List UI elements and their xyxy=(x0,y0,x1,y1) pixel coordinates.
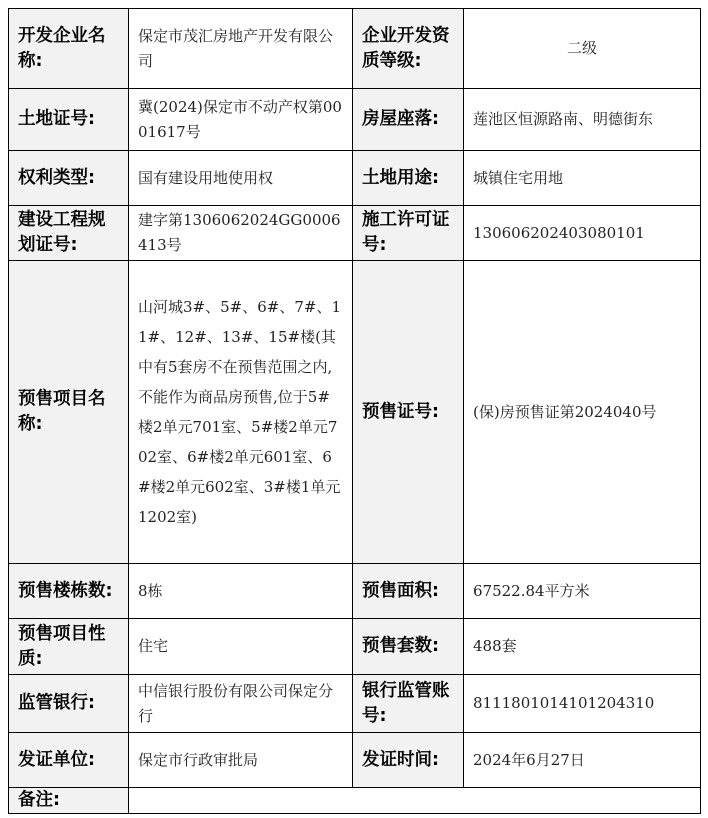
units-value: 488套 xyxy=(464,619,701,675)
presale-cert-label: 预售证号: xyxy=(353,261,464,564)
land-cert-label: 土地证号: xyxy=(9,89,129,151)
table-row xyxy=(9,261,701,564)
qualification-label: 企业开发资质等级: xyxy=(353,9,464,89)
construction-permit-value: 130606202403080101 xyxy=(464,206,701,261)
table-row xyxy=(9,151,701,206)
right-type-label: 权利类型: xyxy=(9,151,129,206)
right-type-value: 国有建设用地使用权 xyxy=(129,151,353,206)
buildings-value: 8栋 xyxy=(129,564,353,619)
remarks-label: 备注: xyxy=(9,788,129,814)
units-label: 预售套数: xyxy=(353,619,464,675)
nature-value: 住宅 xyxy=(129,619,353,675)
planning-cert-label: 建设工程规划证号: xyxy=(9,206,129,261)
nature-label: 预售项目性质: xyxy=(9,619,129,675)
bank-label: 监管银行: xyxy=(9,675,129,733)
table-row xyxy=(9,89,701,151)
table-row xyxy=(9,206,701,261)
buildings-label: 预售楼栋数: xyxy=(9,564,129,619)
account-value: 8111801014101204310 xyxy=(464,675,701,733)
qualification-value: 二级 xyxy=(464,9,701,89)
presale-project-value: 山河城3#、5#、6#、7#、11#、12#、13#、15#楼(其中有5套房不在预售范围之内,不能作为商品房预售,位于5#楼2单元701室、5#楼2单元702室、6#楼2单元601室、6#楼2单元602室、3#楼1单元1202室) xyxy=(129,261,353,564)
presale-info-table xyxy=(8,8,701,814)
issuer-value: 保定市行政审批局 xyxy=(129,733,353,788)
table-row xyxy=(9,733,701,788)
issue-date-label: 发证时间: xyxy=(353,733,464,788)
table-row xyxy=(9,9,701,89)
developer-value: 保定市茂汇房地产开发有限公司 xyxy=(129,9,353,89)
developer-label: 开发企业名称: xyxy=(9,9,129,89)
remarks-value xyxy=(129,788,701,814)
table-row xyxy=(9,619,701,675)
location-label: 房屋座落: xyxy=(353,89,464,151)
area-value: 67522.84平方米 xyxy=(464,564,701,619)
construction-permit-label: 施工许可证号: xyxy=(353,206,464,261)
presale-cert-value: (保)房预售证第2024040号 xyxy=(464,261,701,564)
planning-cert-value: 建字第1306062024GG0006413号 xyxy=(129,206,353,261)
land-use-label: 土地用途: xyxy=(353,151,464,206)
location-value: 莲池区恒源路南、明德街东 xyxy=(464,89,701,151)
table-row xyxy=(9,564,701,619)
bank-value: 中信银行股份有限公司保定分行 xyxy=(129,675,353,733)
issue-date-value: 2024年6月27日 xyxy=(464,733,701,788)
account-label: 银行监管账号: xyxy=(353,675,464,733)
land-use-value: 城镇住宅用地 xyxy=(464,151,701,206)
presale-project-label: 预售项目名称: xyxy=(9,261,129,564)
issuer-label: 发证单位: xyxy=(9,733,129,788)
land-cert-value: 冀(2024)保定市不动产权第0001617号 xyxy=(129,89,353,151)
table-row xyxy=(9,788,701,814)
table-row xyxy=(9,675,701,733)
area-label: 预售面积: xyxy=(353,564,464,619)
